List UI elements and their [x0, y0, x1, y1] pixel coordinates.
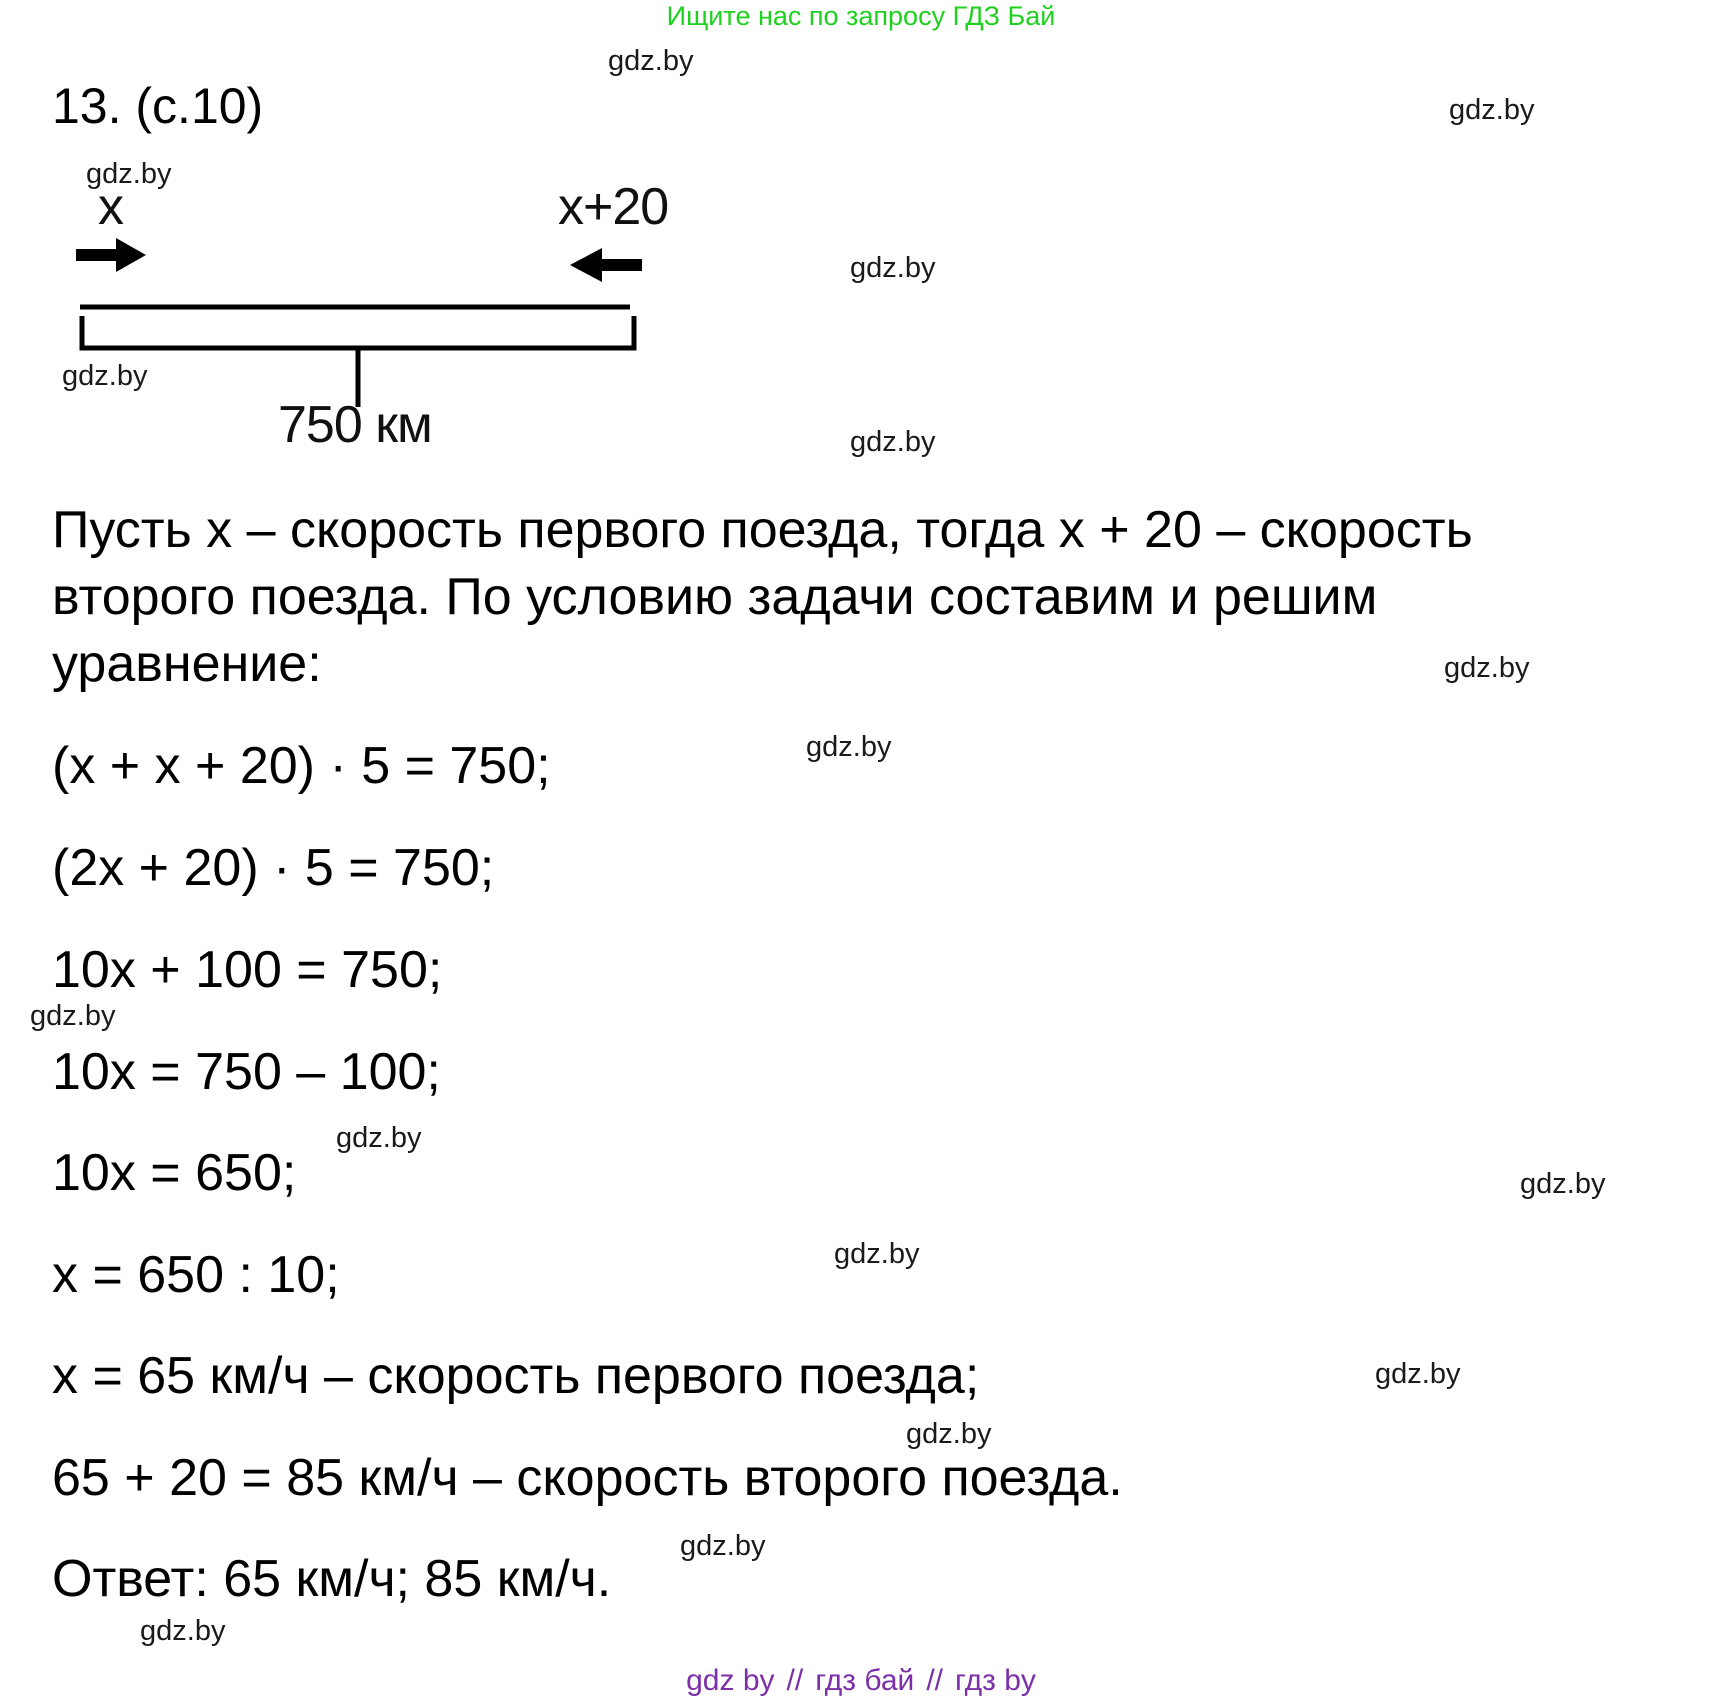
watermark: gdz.by	[336, 1122, 422, 1154]
watermark: gdz.by	[140, 1615, 226, 1647]
paragraph-line: Пусть x – скорость первого поезда, тогда x + 20 – скорость	[52, 501, 1473, 559]
solution-intro	[52, 497, 1692, 698]
footer-separator: //	[926, 1664, 943, 1697]
watermark: gdz.by	[30, 1000, 116, 1032]
first-speed-label: x	[98, 178, 123, 236]
watermark: gdz.by	[1520, 1168, 1606, 1200]
footer-link[interactable]: гдз by	[955, 1664, 1036, 1697]
footer-link[interactable]: гдз бай	[815, 1664, 915, 1697]
equation-line: 10x = 750 – 100;	[52, 1043, 441, 1101]
watermark: gdz.by	[86, 158, 172, 190]
second-speed-label: x+20	[558, 178, 669, 236]
watermark: gdz.by	[850, 252, 936, 284]
motion-diagram	[60, 178, 710, 455]
right-arrow-icon	[76, 238, 146, 272]
distance-label: 750 км	[278, 396, 432, 454]
watermark: gdz.by	[850, 426, 936, 458]
watermark: gdz.by	[806, 731, 892, 763]
watermark: gdz.by	[834, 1238, 920, 1270]
watermark: gdz.by	[1444, 652, 1530, 684]
watermark: gdz.by	[906, 1418, 992, 1450]
distance-brace	[82, 316, 634, 348]
watermark: gdz.by	[1449, 94, 1535, 126]
equation-line: 10x + 100 = 750;	[52, 941, 443, 999]
paragraph-line: уравнение:	[52, 635, 322, 693]
second-speed-result: 65 + 20 = 85 км/ч – скорость второго поезда.	[52, 1449, 1123, 1507]
equation-line: (x + x + 20) · 5 = 750;	[52, 737, 551, 795]
problem-title: 13. (с.10)	[52, 78, 264, 134]
footer-separator: //	[786, 1664, 804, 1697]
watermark: gdz.by	[680, 1530, 766, 1562]
watermark: gdz.by	[608, 45, 694, 77]
equation-line: (2x + 20) · 5 = 750;	[52, 839, 495, 897]
watermark: gdz.by	[1375, 1358, 1461, 1390]
footer-links	[0, 1664, 1722, 1698]
first-speed-result: x = 65 км/ч – скорость первого поезда;	[52, 1347, 980, 1405]
equation-line: x = 650 : 10;	[52, 1246, 340, 1304]
answer-line: Ответ: 65 км/ч; 85 км/ч.	[52, 1550, 612, 1608]
equation-line: 10x = 650;	[52, 1144, 297, 1202]
paragraph-line: второго поезда. По условию задачи составим и решим	[52, 568, 1378, 626]
left-arrow-icon	[570, 248, 642, 282]
search-banner: Ищите нас по запросу ГДЗ Бай	[666, 1, 1056, 31]
footer-link[interactable]: gdz by	[686, 1664, 775, 1697]
watermark: gdz.by	[62, 360, 148, 392]
